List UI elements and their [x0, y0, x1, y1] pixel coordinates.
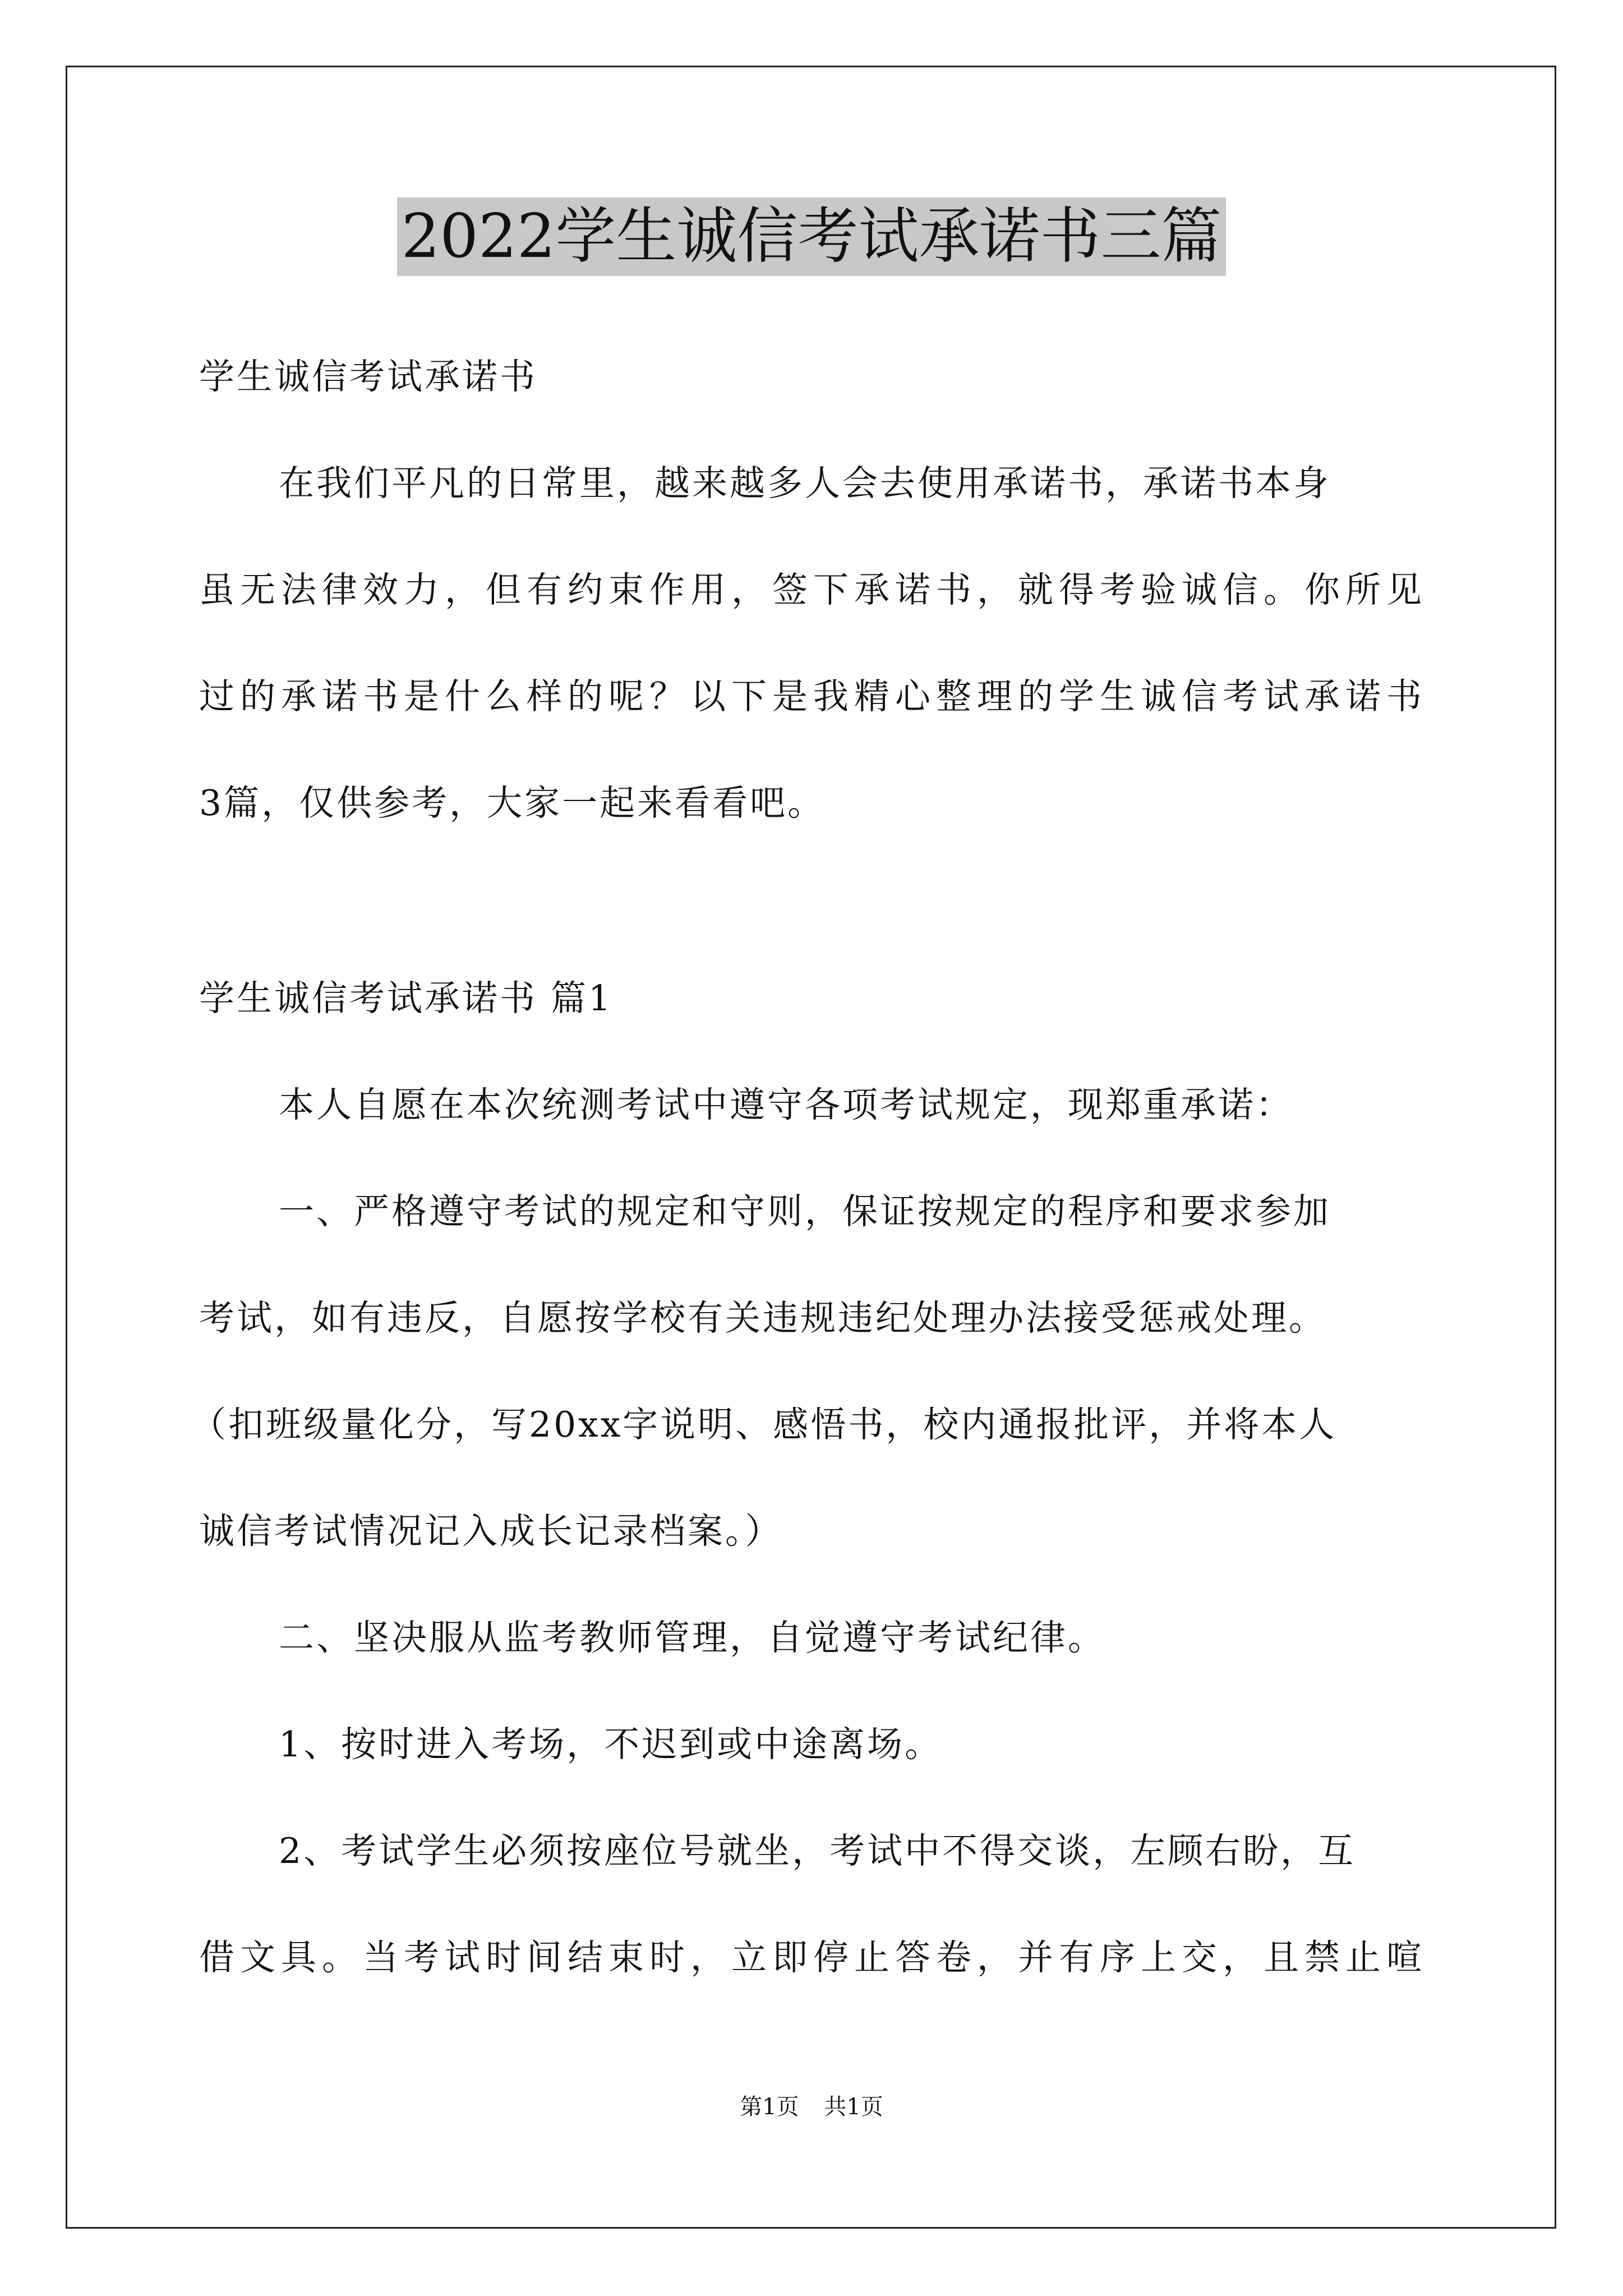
- paragraph-line: 3篇，仅供参考，大家一起来看看吧。: [199, 783, 826, 823]
- paragraph-line: 诚信考试情况记入成长记录档案。）: [199, 1511, 783, 1552]
- page-number-current: 第1页: [740, 2094, 799, 2120]
- page-footer: [0, 2091, 1623, 2123]
- section-heading: 学生诚信考试承诺书 篇1: [199, 978, 614, 1019]
- paragraph-line: （扣班级量化分，写20xx字说明、感悟书，校内通报批评，并将本人: [191, 1404, 1337, 1445]
- paragraph-line: 本人自愿在本次统测考试中遵守各项考试规定，现郑重承诺：: [279, 1084, 1293, 1125]
- paragraph-line: 过的承诺书是什么样的呢？以下是我精心整理的学生诚信考试承诺书: [199, 676, 1427, 717]
- document-title: 2022学生诚信考试承诺书三篇: [397, 197, 1227, 276]
- paragraph-line: 借文具。当考试时间结束时，立即停止答卷，并有序上交，且禁止喧: [199, 1937, 1427, 1978]
- paragraph-line: 虽无法律效力，但有约束作用，签下承诺书，就得考验诚信。你所见: [199, 569, 1427, 610]
- page-number-total: 共1页: [824, 2094, 883, 2120]
- paragraph-line: 1、按时进入考场，不迟到或中途离场。: [279, 1724, 943, 1765]
- section-heading: 学生诚信考试承诺书: [199, 356, 537, 397]
- paragraph-line: 2、考试学生必须按座位号就坐，考试中不得交谈，左顾右盼，互: [279, 1830, 1356, 1871]
- paragraph-line: 考试，如有违反，自愿按学校有关违规违纪处理办法接受惩戒处理。: [199, 1297, 1326, 1338]
- title-container: [0, 197, 1623, 276]
- paragraph-line: 一、严格遵守考试的规定和守则，保证按规定的程序和要求参加: [279, 1191, 1331, 1232]
- paragraph-line: 在我们平凡的日常里，越来越多人会去使用承诺书，承诺书本身: [279, 463, 1331, 504]
- paragraph-line: 二、坚决服从监考教师管理，自觉遵守考试纪律。: [279, 1617, 1105, 1658]
